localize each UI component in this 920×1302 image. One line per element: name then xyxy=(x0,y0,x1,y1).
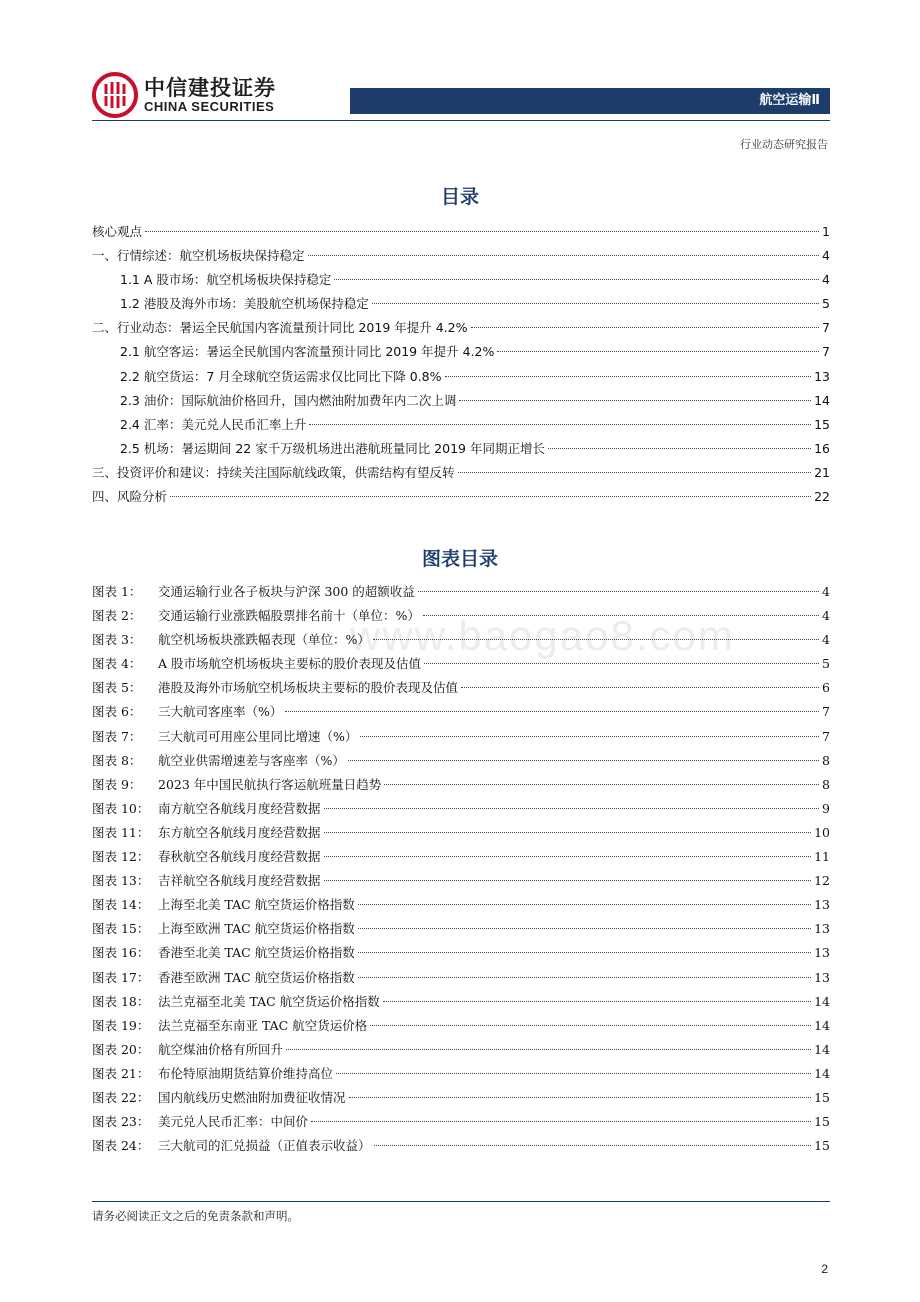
report-type: 行业动态研究报告 xyxy=(740,138,828,151)
figure-entry[interactable] xyxy=(92,700,830,724)
dot-leader xyxy=(309,424,811,425)
toc-entry-page: 15 xyxy=(814,416,830,432)
figure-entry[interactable] xyxy=(92,1062,830,1086)
figure-title: 航空煤油价格有所回升 xyxy=(158,1041,284,1057)
toc-entry[interactable] xyxy=(92,413,830,437)
figure-label: 图表 19： xyxy=(92,1017,150,1033)
dot-leader xyxy=(383,1001,811,1002)
figure-title: 吉祥航空各航线月度经营数据 xyxy=(158,873,321,889)
figure-label: 图表 9： xyxy=(92,776,142,792)
figure-title: 航空业供需增速差与客座率（%） xyxy=(158,752,345,768)
figure-title: 南方航空各航线月度经营数据 xyxy=(158,800,321,816)
toc-entry-page: 16 xyxy=(814,440,830,456)
figure-page: 13 xyxy=(814,921,830,937)
dot-leader xyxy=(336,1073,811,1074)
toc-entry[interactable] xyxy=(92,220,830,244)
toc-entry-title: 2.1 航空客运：暑运全民航国内客流量预计同比 2019 年提升 4.2% xyxy=(120,344,495,360)
toc-entry-title: 1.1 A 股市场：航空机场板块保持稳定 xyxy=(120,272,332,288)
dot-leader xyxy=(374,1145,812,1146)
figure-entry[interactable] xyxy=(92,1014,830,1038)
figure-page: 7 xyxy=(822,704,830,720)
watermark: www.baogao8.com xyxy=(350,612,735,659)
dot-leader xyxy=(461,687,819,688)
figure-page: 14 xyxy=(814,993,830,1009)
figure-entry[interactable] xyxy=(92,797,830,821)
figure-page: 14 xyxy=(814,1017,830,1033)
figure-title: 春秋航空各航线月度经营数据 xyxy=(158,849,321,865)
dot-leader xyxy=(324,832,812,833)
figure-label: 图表 3： xyxy=(92,632,142,648)
toc-entry-title: 四、风险分析 xyxy=(92,489,168,505)
figure-label: 图表 22： xyxy=(92,1089,150,1105)
toc-entry[interactable] xyxy=(92,268,830,292)
dot-leader xyxy=(324,808,820,809)
figure-page: 8 xyxy=(822,752,830,768)
toc-entry[interactable] xyxy=(92,437,830,461)
figure-title: 航空机场板块涨跌幅表现（单位：%） xyxy=(158,632,370,648)
toc-entry-page: 14 xyxy=(814,392,830,408)
dot-leader xyxy=(548,448,811,449)
dot-leader xyxy=(311,1121,811,1122)
figure-title: 交通运输行业各子板块与沪深 300 的超额收益 xyxy=(158,584,415,599)
dot-leader xyxy=(471,327,820,328)
figure-title: 三大航司的汇兑损益（正值表示收益） xyxy=(158,1138,371,1154)
toc-entry-page: 4 xyxy=(822,272,830,288)
footer-divider xyxy=(92,1201,830,1202)
toc-entry[interactable] xyxy=(92,244,830,268)
dot-leader xyxy=(334,279,819,280)
dot-leader xyxy=(424,663,819,664)
toc-entry-page: 13 xyxy=(814,368,830,384)
toc-entry-title: 核心观点 xyxy=(92,224,143,239)
figure-label: 图表 6： xyxy=(92,704,142,720)
dot-leader xyxy=(348,760,819,761)
figure-label: 图表 12： xyxy=(92,849,150,865)
dot-leader xyxy=(497,351,819,352)
dot-leader xyxy=(384,784,819,785)
toc-entry-title: 2.2 航空货运：7 月全球航空货运需求仅比同比下降 0.8% xyxy=(120,368,442,384)
toc-entry[interactable] xyxy=(92,485,830,509)
figure-list xyxy=(92,580,830,1158)
figure-page: 14 xyxy=(814,1065,830,1081)
figure-title: 2023 年中国民航执行客运航班量日趋势 xyxy=(158,776,382,792)
figure-entry[interactable] xyxy=(92,917,830,941)
figure-title: 上海至欧洲 TAC 航空货运价格指数 xyxy=(158,921,355,937)
figure-entry[interactable] xyxy=(92,628,830,652)
figure-label: 图表 13： xyxy=(92,873,150,889)
table-of-contents xyxy=(92,220,830,509)
disclaimer: 请务必阅读正文之后的免责条款和声明。 xyxy=(92,1209,299,1223)
dot-leader xyxy=(358,952,811,953)
figure-entry[interactable] xyxy=(92,725,830,749)
figure-entry[interactable] xyxy=(92,580,830,604)
toc-entry-title: 一、行情综述：航空机场板块保持稳定 xyxy=(92,248,305,264)
figure-title: 三大航司客座率（%） xyxy=(158,704,283,720)
toc-entry[interactable] xyxy=(92,389,830,413)
toc-entry-page: 7 xyxy=(822,344,830,360)
figure-label: 图表 16： xyxy=(92,945,150,961)
figure-entry[interactable] xyxy=(92,1086,830,1110)
dot-leader xyxy=(308,255,820,256)
brand-name-cn: 中信建投证券 xyxy=(144,76,276,100)
figure-page: 13 xyxy=(814,945,830,961)
toc-entry-page: 7 xyxy=(822,320,830,336)
dot-leader xyxy=(358,977,811,978)
figure-label: 图表 10： xyxy=(92,800,150,816)
figure-page: 13 xyxy=(814,969,830,985)
dot-leader xyxy=(370,1025,811,1026)
figure-entry[interactable] xyxy=(92,1110,830,1134)
figure-entry[interactable] xyxy=(92,893,830,917)
toc-entry-title: 三、投资评价和建议：持续关注国际航线政策，供需结构有望反转 xyxy=(92,464,455,480)
figure-page: 4 xyxy=(822,608,830,624)
toc-entry-title: 2.3 油价：国际航油价格回升，国内燃油附加费年内二次上调 xyxy=(120,392,457,408)
figure-page: 9 xyxy=(822,800,830,816)
figure-title: 布伦特原油期货结算价维持高位 xyxy=(158,1065,334,1081)
figure-title: 国内航线历史燃油附加费征收情况 xyxy=(158,1089,346,1105)
figure-page: 5 xyxy=(822,656,830,672)
dot-leader xyxy=(360,736,819,737)
toc-entry-title: 1.2 港股及海外市场：美股航空机场保持稳定 xyxy=(120,296,369,312)
figure-entry[interactable] xyxy=(92,1134,830,1158)
toc-title: 目录 xyxy=(440,186,479,208)
dot-leader xyxy=(445,376,812,377)
figure-page: 11 xyxy=(814,849,830,865)
figure-title: A 股市场航空机场板块主要标的股价表现及估值 xyxy=(158,656,422,672)
dot-leader xyxy=(423,615,819,616)
figure-label: 图表 4： xyxy=(92,656,142,672)
figure-label: 图表 11： xyxy=(92,824,150,840)
figure-label: 图表 2： xyxy=(92,608,142,624)
figure-title: 上海至北美 TAC 航空货运价格指数 xyxy=(158,897,355,913)
dot-leader xyxy=(349,1097,812,1098)
figure-title: 美元兑人民币汇率：中间价 xyxy=(158,1114,309,1130)
figure-entry[interactable] xyxy=(92,652,830,676)
figure-entry[interactable] xyxy=(92,941,830,965)
toc-entry-title: 2.5 机场：暑运期间 22 家千万级机场进出港航班量同比 2019 年同期正增长 xyxy=(120,440,545,456)
dot-leader xyxy=(372,303,819,304)
toc-entry[interactable] xyxy=(92,292,830,316)
figure-page: 13 xyxy=(814,897,830,913)
figure-page: 14 xyxy=(814,1041,830,1057)
figure-page: 15 xyxy=(814,1089,830,1105)
figure-page: 6 xyxy=(822,680,830,696)
figure-entry[interactable] xyxy=(92,676,830,700)
toc-entry-page: 21 xyxy=(814,464,830,480)
sector-label: 航空运输Ⅱ xyxy=(759,93,820,108)
dot-leader xyxy=(418,591,819,592)
dot-leader xyxy=(285,711,819,712)
figure-label: 图表 17： xyxy=(92,969,150,985)
figure-page: 15 xyxy=(814,1114,830,1130)
figure-entry[interactable] xyxy=(92,749,830,773)
figure-entry[interactable] xyxy=(92,966,830,990)
figure-label: 图表 20： xyxy=(92,1041,150,1057)
figure-label: 图表 8： xyxy=(92,752,142,768)
figure-page: 10 xyxy=(814,824,830,840)
figures-title: 图表目录 xyxy=(421,548,498,570)
figure-title: 法兰克福至东南亚 TAC 航空货运价格 xyxy=(158,1017,368,1033)
figure-label: 图表 7： xyxy=(92,728,142,744)
brand-name-en: CHINA SECURITIES xyxy=(144,99,275,114)
toc-entry-title: 二、行业动态：暑运全民航国内客流量预计同比 2019 年提升 4.2% xyxy=(92,320,468,336)
figure-title: 香港至欧洲 TAC 航空货运价格指数 xyxy=(158,969,355,985)
figure-title: 香港至北美 TAC 航空货运价格指数 xyxy=(158,945,355,961)
figure-page: 12 xyxy=(814,873,830,889)
china-securities-logo xyxy=(92,72,138,118)
figure-title: 东方航空各航线月度经营数据 xyxy=(158,824,321,840)
dot-leader xyxy=(459,400,811,401)
dot-leader xyxy=(358,928,811,929)
toc-entry[interactable] xyxy=(92,316,830,340)
figure-title: 港股及海外市场航空机场板块主要标的股价表现及估值 xyxy=(158,680,459,696)
figure-title: 交通运输行业涨跌幅股票排名前十（单位：%） xyxy=(158,608,420,624)
figure-label: 图表 23： xyxy=(92,1114,150,1130)
toc-entry-page: 4 xyxy=(822,248,830,264)
toc-entry[interactable] xyxy=(92,461,830,485)
page-number: 2 xyxy=(821,1262,828,1276)
toc-entry-page: 22 xyxy=(814,489,830,505)
figure-page: 7 xyxy=(822,728,830,744)
toc-entry[interactable] xyxy=(92,340,830,364)
figure-entry[interactable] xyxy=(92,990,830,1014)
figure-entry[interactable] xyxy=(92,773,830,797)
dot-leader xyxy=(358,904,811,905)
figure-label: 图表 15： xyxy=(92,921,150,937)
dot-leader xyxy=(373,639,819,640)
figure-label: 图表 14： xyxy=(92,897,150,913)
toc-entry-title: 2.4 汇率：美元兑人民币汇率上升 xyxy=(120,416,307,432)
figure-label: 图表 21： xyxy=(92,1065,150,1081)
dot-leader xyxy=(170,496,811,497)
dot-leader xyxy=(324,880,812,881)
header-divider xyxy=(92,120,830,121)
figure-entry[interactable] xyxy=(92,821,830,845)
page-header xyxy=(0,0,920,151)
dot-leader xyxy=(286,1049,811,1050)
figure-entry[interactable] xyxy=(92,869,830,893)
figure-page: 8 xyxy=(822,776,830,792)
toc-entry[interactable] xyxy=(92,365,830,389)
sector-bar xyxy=(350,88,830,114)
toc-entry-page: 1 xyxy=(822,224,830,239)
figure-entry[interactable] xyxy=(92,1038,830,1062)
figure-entry[interactable] xyxy=(92,845,830,869)
figure-label: 图表 18： xyxy=(92,993,150,1009)
figure-label: 图表 5： xyxy=(92,680,142,696)
figure-entry[interactable] xyxy=(92,604,830,628)
dot-leader xyxy=(458,472,812,473)
figure-title: 法兰克福至北美 TAC 航空货运价格指数 xyxy=(158,993,380,1009)
toc-entry-page: 5 xyxy=(822,296,830,312)
figure-title: 三大航司可用座公里同比增速（%） xyxy=(158,728,358,744)
figure-label: 图表 24： xyxy=(92,1138,150,1154)
figure-page: 4 xyxy=(822,632,830,648)
figure-page: 15 xyxy=(814,1138,830,1154)
dot-leader xyxy=(145,231,819,232)
figure-page: 4 xyxy=(822,584,830,599)
dot-leader xyxy=(324,856,812,857)
figure-label: 图表 1： xyxy=(92,584,142,599)
